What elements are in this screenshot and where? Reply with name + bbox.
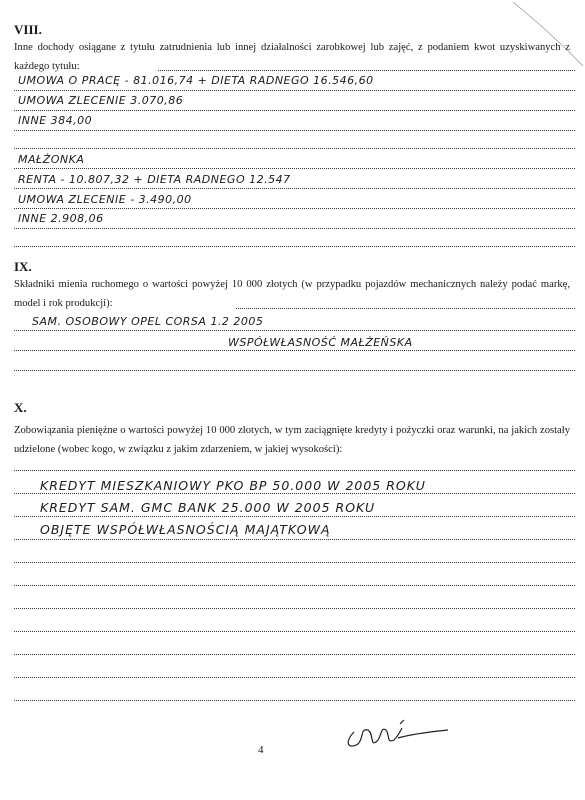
handwritten-entry: INNE 384,00 xyxy=(18,114,93,127)
page-number: 4 xyxy=(258,744,264,756)
dotted-line xyxy=(14,208,575,209)
signature xyxy=(340,712,450,752)
section-viii-heading: VIII. xyxy=(14,22,42,37)
dotted-line xyxy=(14,631,575,632)
dotted-line xyxy=(158,70,575,71)
dotted-line xyxy=(14,654,575,655)
section-ix-text: Składniki mienia ruchomego o wartości powyżej 10 000 złotych (w przypadku pojazdów mechanicznych należy podać markę, model i rok produkcji): xyxy=(14,279,570,309)
handwritten-entry: UMOWA ZLECENIE 3.070,86 xyxy=(18,94,184,107)
section-ix-heading: IX. xyxy=(14,259,32,274)
dotted-line xyxy=(14,585,575,586)
handwritten-entry: INNE 2.908,06 xyxy=(18,212,104,225)
handwritten-entry: MAŁŻONKA xyxy=(18,153,85,166)
dotted-line xyxy=(14,228,575,229)
dotted-line xyxy=(14,110,575,111)
section-x-text: Zobowiązania pieniężne o wartości powyżej 10 000 złotych, w tym zaciągnięte kredyty i pożyczki oraz warunki, na jakich zostały udzielone (wobec kogo, w związku z jakim zdarzeniem, w jakiej wysokości): xyxy=(14,425,570,455)
handwritten-entry: KREDYT MIESZKANIOWY PKO BP 50.000 W 2005 ROKU xyxy=(40,478,426,493)
handwritten-entry: WSPÓŁWŁASNOŚĆ MAŁŻEŃSKA xyxy=(228,336,413,349)
section-x-heading: X. xyxy=(14,400,27,415)
dotted-line xyxy=(236,308,575,309)
dotted-line xyxy=(14,677,575,678)
dotted-line xyxy=(14,370,575,371)
dotted-line xyxy=(14,188,575,189)
dotted-line xyxy=(14,246,575,247)
handwritten-entry: KREDYT SAM. GMC BANK 25.000 W 2005 ROKU xyxy=(40,500,376,515)
dotted-line xyxy=(14,330,575,331)
handwritten-entry: OBJĘTE WSPÓŁWŁASNOŚCIĄ MAJĄTKOWĄ xyxy=(40,522,331,537)
dotted-line xyxy=(14,562,575,563)
dotted-line xyxy=(14,493,575,494)
dotted-line xyxy=(14,90,575,91)
dotted-line xyxy=(14,539,575,540)
dotted-line xyxy=(14,700,575,701)
handwritten-entry: SAM. OSOBOWY OPEL CORSA 1.2 2005 xyxy=(32,315,264,328)
dotted-line xyxy=(14,130,575,131)
dotted-line xyxy=(14,148,575,149)
handwritten-entry: UMOWA O PRACĘ - 81.016,74 + DIETA RADNEGO 16.546,60 xyxy=(18,74,374,87)
handwritten-entry: RENTA - 10.807,32 + DIETA RADNEGO 12.547 xyxy=(18,173,291,186)
dotted-line xyxy=(14,168,575,169)
dotted-line xyxy=(14,350,575,351)
dotted-line xyxy=(14,516,575,517)
section-viii-text: Inne dochody osiągane z tytułu zatrudnienia lub innej działalności zarobkowej lub zajęć, z podaniem kwot uzyskiwanych z każdego tytułu: xyxy=(14,42,570,72)
dotted-line xyxy=(14,608,575,609)
dotted-line xyxy=(14,470,575,471)
handwritten-entry: UMOWA ZLECENIE - 3.490,00 xyxy=(18,193,192,206)
